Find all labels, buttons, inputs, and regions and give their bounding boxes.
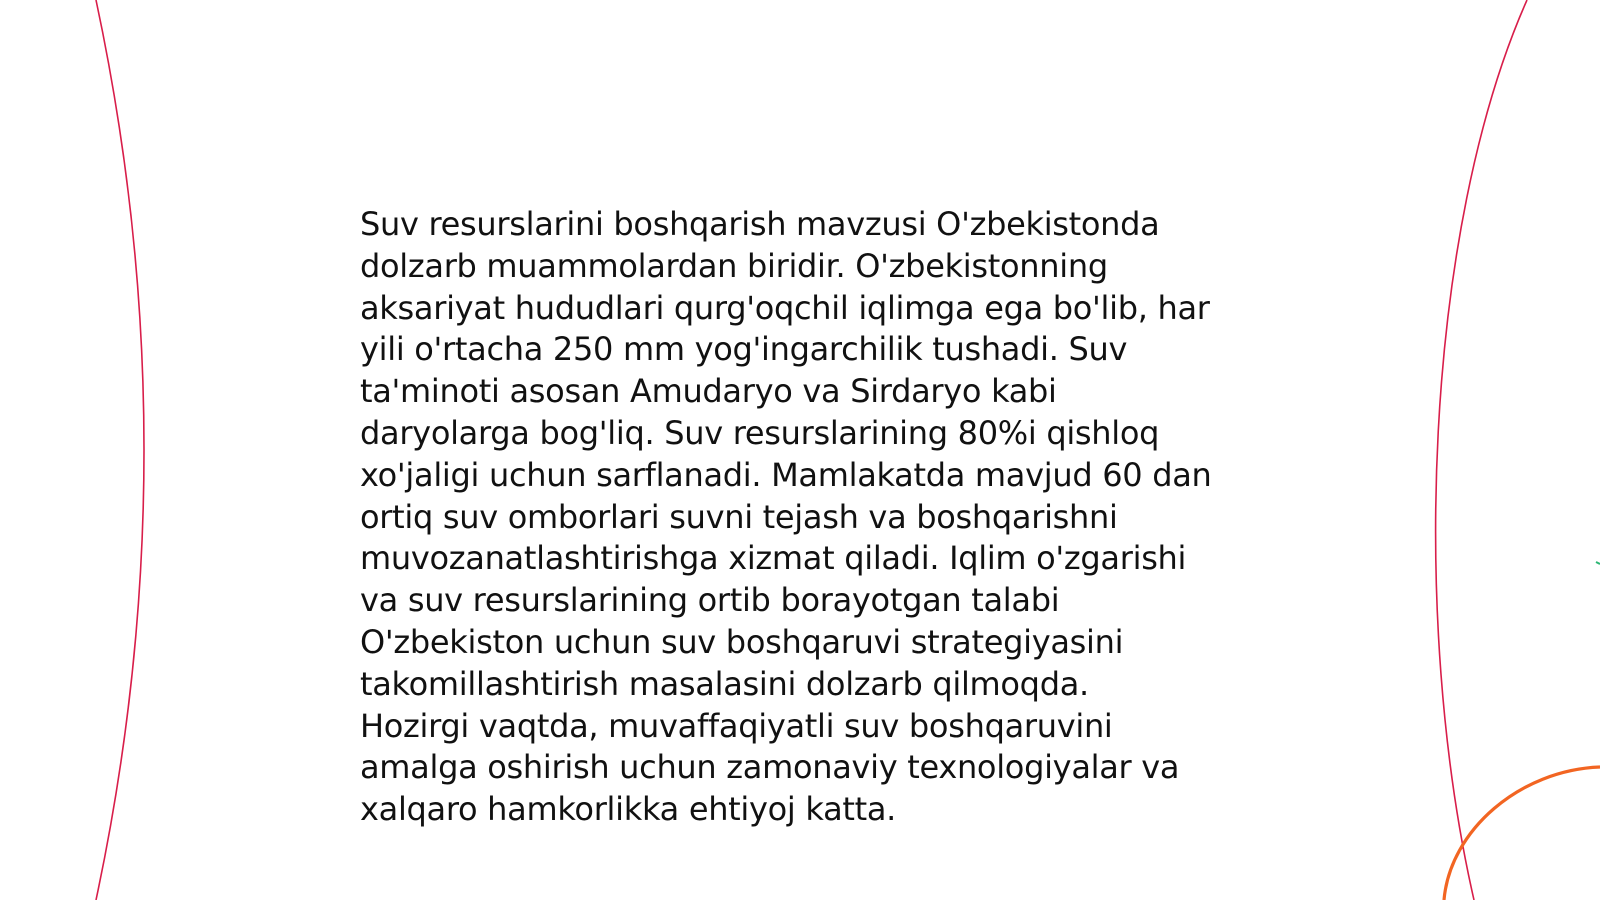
right-curve xyxy=(1436,0,1527,900)
orange-arc xyxy=(1444,767,1600,900)
green-accent xyxy=(1596,562,1600,564)
left-curve xyxy=(96,0,144,900)
body-paragraph: Suv resurslarini boshqarish mavzusi O'zbekistonda dolzarb muammolardan biridir. O'zbekistonning aksariyat hududlari qurg'oqchil iqlimga ega bo'lib, har yili o'rtacha 250 mm yog'ingarchilik tushadi. Suv ta'minoti asosan Amudaryo va Sirdaryo kabi daryolarga bog'liq. Suv resurslarining 80%i qishloq xo'jaligi uchun sarflanadi. Mamlakatda mavjud 60 dan ortiq suv omborlari suvni tejash va boshqarishni muvozanatlashtirishga xizmat qiladi. Iqlim o'zgarishi va suv resurslarining ortib borayotgan talabi O'zbekiston uchun suv boshqaruvi strategiyasini takomillashtirish masalasini dolzarb qilmoqda. Hozirgi vaqtda, muvaffaqiyatli suv boshqaruvini amalga oshirish uchun zamonaviy texnologiyalar va xalqaro hamkorlikka ehtiyoj katta. xyxy=(360,205,1212,829)
